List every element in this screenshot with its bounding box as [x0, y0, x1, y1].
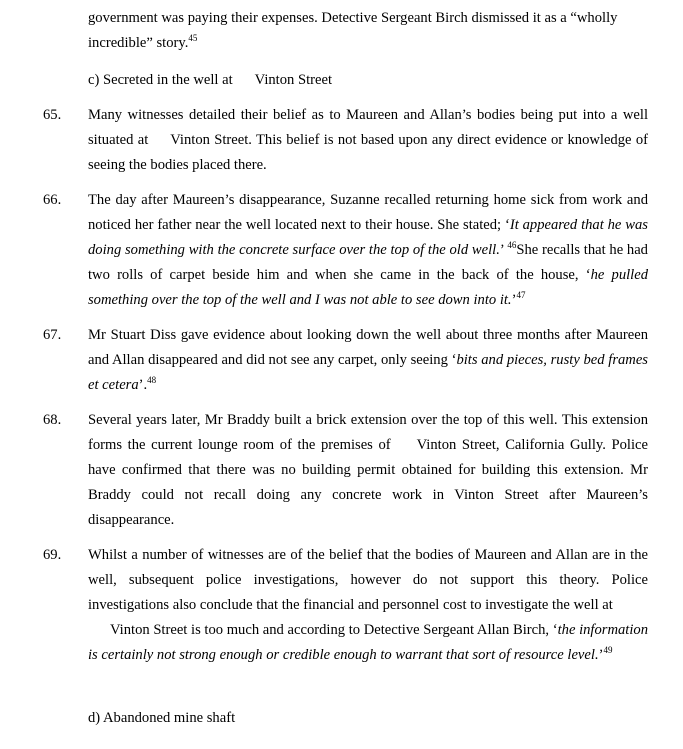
paragraph-65-text-1: Many witnesses detailed their belief as to Maureen and Allan’s bodies being put into a well situated at	[88, 107, 648, 148]
continuation-line-2: incredible” story.	[88, 34, 189, 51]
continuation-line-2-wrap	[88, 31, 644, 56]
footnote-ref-45: 45	[188, 33, 198, 44]
paragraph-66-text-3: She recalls that he had two rolls of carpet beside him and when she came in the back of the house, ‘	[88, 241, 648, 283]
paragraph-69-text-1: Whilst a number of witnesses are of the belief that the bodies of Maureen and Allan are in the well, subsequent police investigations, however do not support this theory. Police investigations also conclude that the financial and personnel cost to investigate the well at	[88, 547, 648, 613]
continuation-paragraph	[88, 6, 644, 56]
paragraph-66-text-4: ’	[511, 291, 517, 308]
paragraph-68-text-1: Several years later, Mr Braddy built a brick extension over the top of this well. This extension forms the current lounge room of the premises of	[88, 412, 648, 453]
section-heading-c-street: Vinton Street	[254, 72, 333, 88]
paragraph-66-quote-1: It appeared that he was doing something with the concrete surface over the top of the old well.	[88, 216, 648, 258]
paragraph-number-68: 68.	[43, 412, 62, 428]
section-heading-c	[88, 68, 648, 93]
paragraph-66	[88, 188, 648, 313]
section-heading-d: d) Abandoned mine shaft	[88, 710, 236, 726]
footnote-ref-47: 47	[516, 289, 526, 300]
section-heading-c-text: c) Secreted in the well at	[88, 72, 233, 88]
paragraph-number-66: 66.	[43, 192, 62, 208]
paragraph-65-text-2: Vinton Street. This belief is not based upon any direct evidence or knowledge of seeing the bodies placed there.	[88, 131, 648, 173]
paragraph-67-text-2: ’.	[138, 376, 148, 393]
paragraph-67-quote-1: bits and pieces, rusty bed frames et cetera	[88, 351, 648, 393]
paragraph-68-text-2: Vinton Street, California Gully. Police have confirmed that there was no building permit obtained for building this extension. Mr Braddy could not recall doing any concrete work in Vinton Street after Maureen’s disappearance.	[88, 436, 648, 528]
paragraph-65	[88, 103, 648, 178]
paragraph-number-65: 65.	[43, 107, 62, 123]
paragraph-66-text-1: The day after Maureen’s disappearance, Suzanne recalled returning home sick from work and noticed her father near the well located next to their house. She stated; ‘	[88, 192, 648, 233]
continuation-line-1: government was paying their expenses. Detective Sergeant Birch dismissed it as a “wholly	[88, 10, 618, 26]
paragraph-67	[88, 323, 648, 398]
footnote-ref-49: 49	[603, 644, 613, 655]
paragraph-66-quote-2: he pulled something over the top of the well and I was not able to see down into it.	[88, 266, 649, 308]
paragraph-number-67: 67.	[43, 327, 62, 343]
paragraph-67-text-1: Mr Stuart Diss gave evidence about looking down the well about three months after Maureen and Allan disappeared and did not see any carpet, only seeing ‘	[88, 327, 648, 368]
paragraph-number-69: 69.	[43, 547, 62, 563]
footnote-ref-48: 48	[147, 374, 157, 385]
paragraph-68	[88, 408, 648, 533]
footnote-ref-46: 46	[507, 239, 517, 250]
paragraph-69-text-2: Vinton Street is too much and according to Detective Sergeant Allan Birch, ‘	[110, 621, 558, 638]
paragraph-69-quote-1: the information is certainly not strong enough or credible enough to warrant that sort of resource level.	[88, 621, 648, 663]
paragraph-69-text-3: ’	[598, 646, 604, 663]
paragraph-66-text-2: ’	[499, 241, 508, 258]
paragraph-69	[88, 543, 648, 668]
